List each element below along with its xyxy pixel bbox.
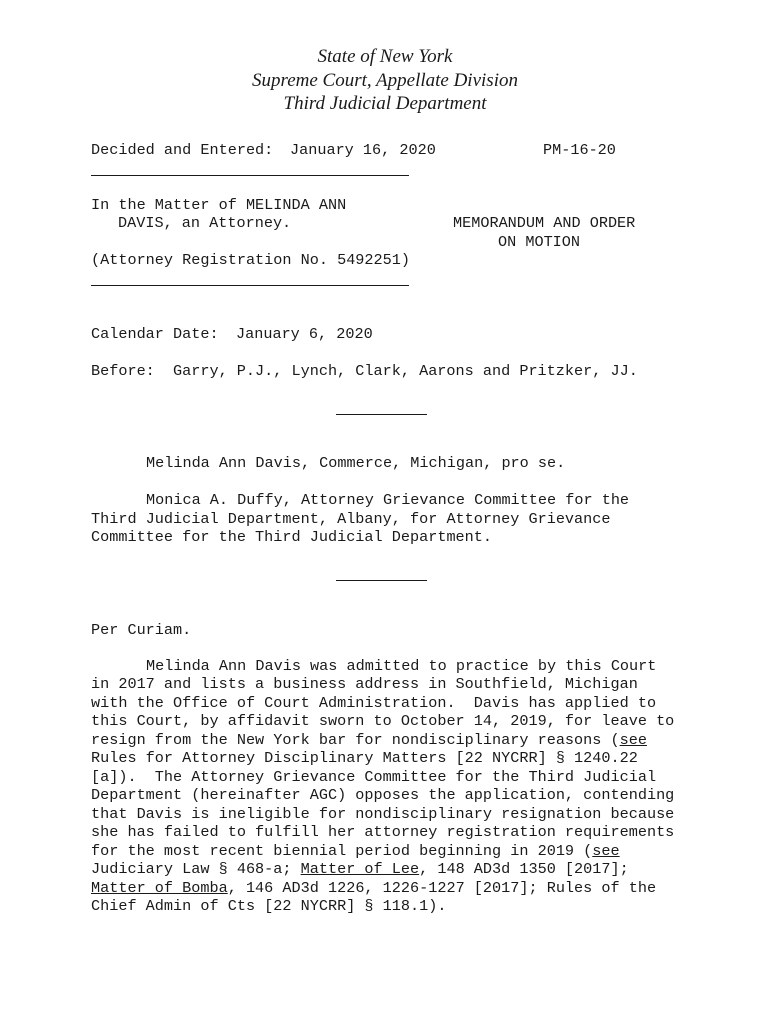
court-department: Third Judicial Department [283,93,487,114]
registration-number: (Attorney Registration No. 5492251) [91,251,410,269]
before-justices: Garry, P.J., Lynch, Clark, Aarons and Pritzker, JJ. [173,362,638,380]
opinion-line: this Court, by affidavit sworn to October 14, 2019, for leave to [91,712,675,730]
opinion-text: , 148 AD3d 1350 [2017]; [419,860,629,878]
before-label: Before: [91,362,155,380]
opinion-line: Department (hereinafter AGC) opposes the application, contending [91,786,675,804]
opinion-text: for the most recent biennial period beginning in 2019 ( [91,842,593,860]
court-state: State of New York [317,46,453,67]
court-name: Supreme Court, Appellate Division [252,70,518,91]
opinion-line [91,842,620,860]
section-divider-2 [336,580,427,581]
opinion-text: resign from the New York bar for nondisciplinary reasons ( [91,731,620,749]
opinion-line: Melinda Ann Davis was admitted to practice by this Court [146,657,657,675]
opinion-line: with the Office of Court Administration. Davis has applied to [91,694,657,712]
opinion-line [91,731,647,749]
opinion-line: Rules for Attorney Disciplinary Matters [22 NYCRR] § 1240.22 [91,749,638,767]
decided-date: January 16, 2020 [290,141,436,159]
decided-label: Decided and Entered: [91,141,274,159]
case-name-matter-of-lee: Matter of Lee [300,860,420,878]
opinion-line: Chief Admin of Cts [22 NYCRR] § 118.1). [91,897,447,915]
calendar-label: Calendar Date: [91,325,219,343]
opinion-line: that Davis is ineligible for nondisciplinary resignation because [91,805,675,823]
appearance-committee-line-2: Third Judicial Department, Albany, for Attorney Grievance [91,510,611,528]
citation-signal-see: see [619,731,647,749]
opinion-line: in 2017 and lists a business address in Southfield, Michigan [91,675,638,693]
matter-line-1: In the Matter of MELINDA ANN [91,196,347,214]
caption-bottom-rule [91,285,409,286]
docket-number: PM-16-20 [543,141,616,159]
caption-top-rule [91,175,409,176]
per-curiam-heading: Per Curiam. [91,621,192,639]
opinion-line [91,860,629,878]
opinion-text: , 146 AD3d 1226, 1226-1227 [2017]; Rules of the [227,879,657,897]
calendar-date: January 6, 2020 [236,325,373,343]
opinion-line [91,879,656,897]
section-divider-1 [336,414,427,415]
appearance-committee-line-1: Monica A. Duffy, Attorney Grievance Committee for the [146,491,630,509]
order-title-line-1: MEMORANDUM AND ORDER [453,214,636,232]
appearance-committee-line-3: Committee for the Third Judicial Department. [91,528,493,546]
appearance-respondent: Melinda Ann Davis, Commerce, Michigan, pro se. [146,454,566,472]
citation-signal-see: see [592,842,620,860]
opinion-line: she has failed to fulfill her attorney registration requirements [91,823,675,841]
matter-line-2: DAVIS, an Attorney. [118,214,292,232]
order-title-line-2: ON MOTION [498,233,581,251]
opinion-text: Judiciary Law § 468-a; [91,860,301,878]
opinion-line: [a]). The Attorney Grievance Committee for the Third Judicial [91,768,657,786]
case-name-matter-of-bomba: Matter of Bomba [91,879,228,897]
